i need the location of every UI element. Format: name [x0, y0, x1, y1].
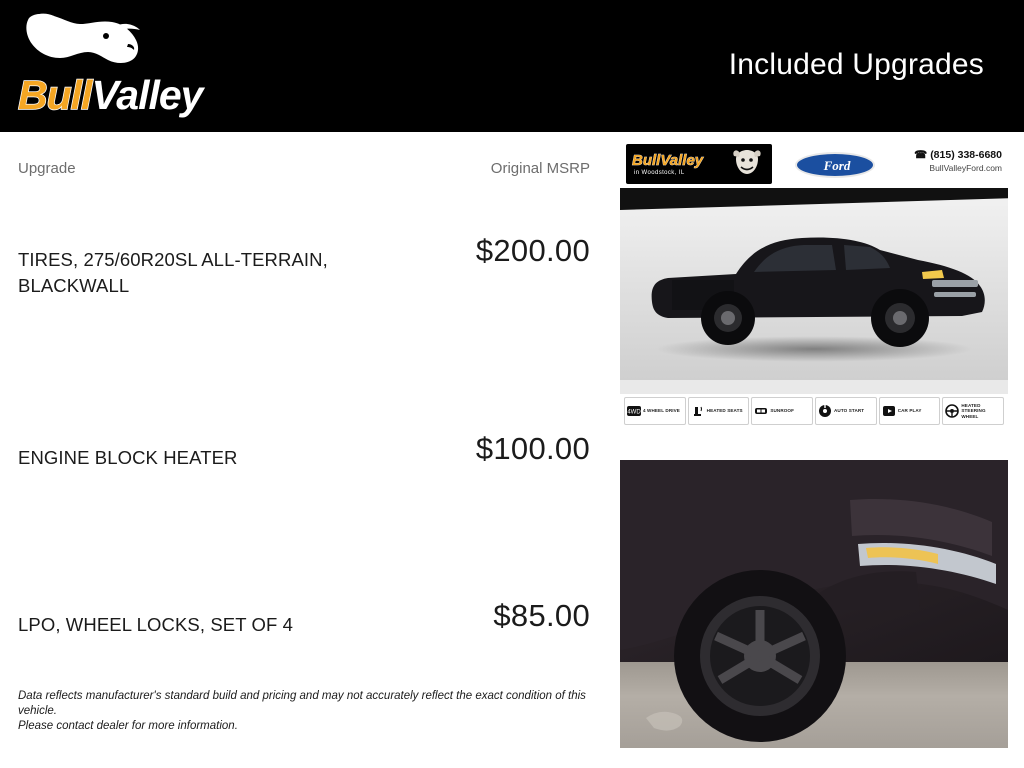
bull-head-icon [20, 10, 220, 72]
photo-dealer-logo [626, 144, 772, 184]
ford-badge-text: Ford [823, 158, 851, 173]
upgrade-label: LPO, WHEEL LOCKS, SET OF 4 [18, 614, 294, 635]
four-wheel-drive-icon [627, 404, 641, 418]
vehicle-front-wheel-detail-photo[interactable] [620, 460, 1008, 748]
feature-badge-label: CAR PLAY [897, 408, 922, 414]
upgrades-table [0, 132, 614, 768]
vehicle-shadow [654, 336, 974, 362]
front-quarter-detail-illustration [620, 460, 1008, 748]
vehicle-dealer-photo[interactable] [620, 140, 1008, 428]
feature-badge [815, 397, 877, 425]
column-header-msrp: Original MSRP [490, 160, 590, 177]
phone-icon: ☎ [914, 149, 928, 161]
feature-badge [688, 397, 750, 425]
upgrade-price: $100.00 [475, 431, 590, 466]
feature-badge-label: SUNROOF [770, 408, 795, 414]
upgrade-label: TIRES, 275/60R20SL ALL-TERRAIN, BLACKWALL [18, 249, 328, 296]
photo-dealer-bar [620, 140, 1008, 188]
auto-start-icon [818, 404, 832, 418]
feature-badge-label: 4 WHEEL DRIVE [643, 408, 680, 414]
page-header [0, 0, 1024, 132]
feature-badge [751, 397, 813, 425]
upgrade-price: $200.00 [475, 233, 590, 268]
disclaimer-line-2: Please contact dealer for more information. [18, 720, 238, 732]
ford-brand-badge [795, 152, 875, 178]
disclaimer [18, 689, 598, 734]
disclaimer-line-1: Data reflects manufacturer's standard build and pricing and may not accurately reflect the exact condition of this vehicle. [18, 690, 586, 717]
pickup-truck-illustration [632, 206, 996, 356]
photo-dealer-logo-subtext: in Woodstock, IL [634, 170, 685, 176]
car-play-icon [882, 404, 896, 418]
column-header-upgrade: Upgrade [18, 160, 76, 177]
sunroof-icon [754, 404, 768, 418]
photo-dealer-logo-text: BullValley [632, 152, 704, 169]
feature-badge [624, 397, 686, 425]
dealer-logo-text [18, 72, 202, 119]
dealer-logo[interactable] [14, 10, 234, 122]
feature-badge-label: HEATED STEERING WHEEL [961, 402, 986, 419]
vehicle-photo-column [620, 140, 1008, 760]
dealer-phone-number: (815) 338-6680 [930, 149, 1002, 161]
svg-text:4WD: 4WD [627, 409, 641, 416]
feature-badge [879, 397, 941, 425]
feature-badge-label: HEATED SEATS [706, 408, 743, 414]
logo-word-bull: Bull [18, 72, 92, 118]
page-title: Included Upgrades [728, 48, 984, 81]
upgrade-label: ENGINE BLOCK HEATER [18, 447, 238, 468]
viking-bull-mascot-icon [730, 147, 764, 181]
heated-seats-icon [691, 404, 705, 418]
dealer-website: BullValleyFord.com [929, 163, 1002, 173]
feature-badge-bar [620, 394, 1008, 428]
feature-badge [942, 397, 1004, 425]
dealer-contact [914, 149, 1002, 173]
upgrade-price: $85.00 [493, 598, 590, 633]
logo-word-valley: Valley [91, 72, 203, 118]
heated-steering-wheel-icon [945, 404, 959, 418]
feature-badge-label: AUTO START [834, 408, 865, 414]
dealer-phone [914, 149, 1002, 161]
